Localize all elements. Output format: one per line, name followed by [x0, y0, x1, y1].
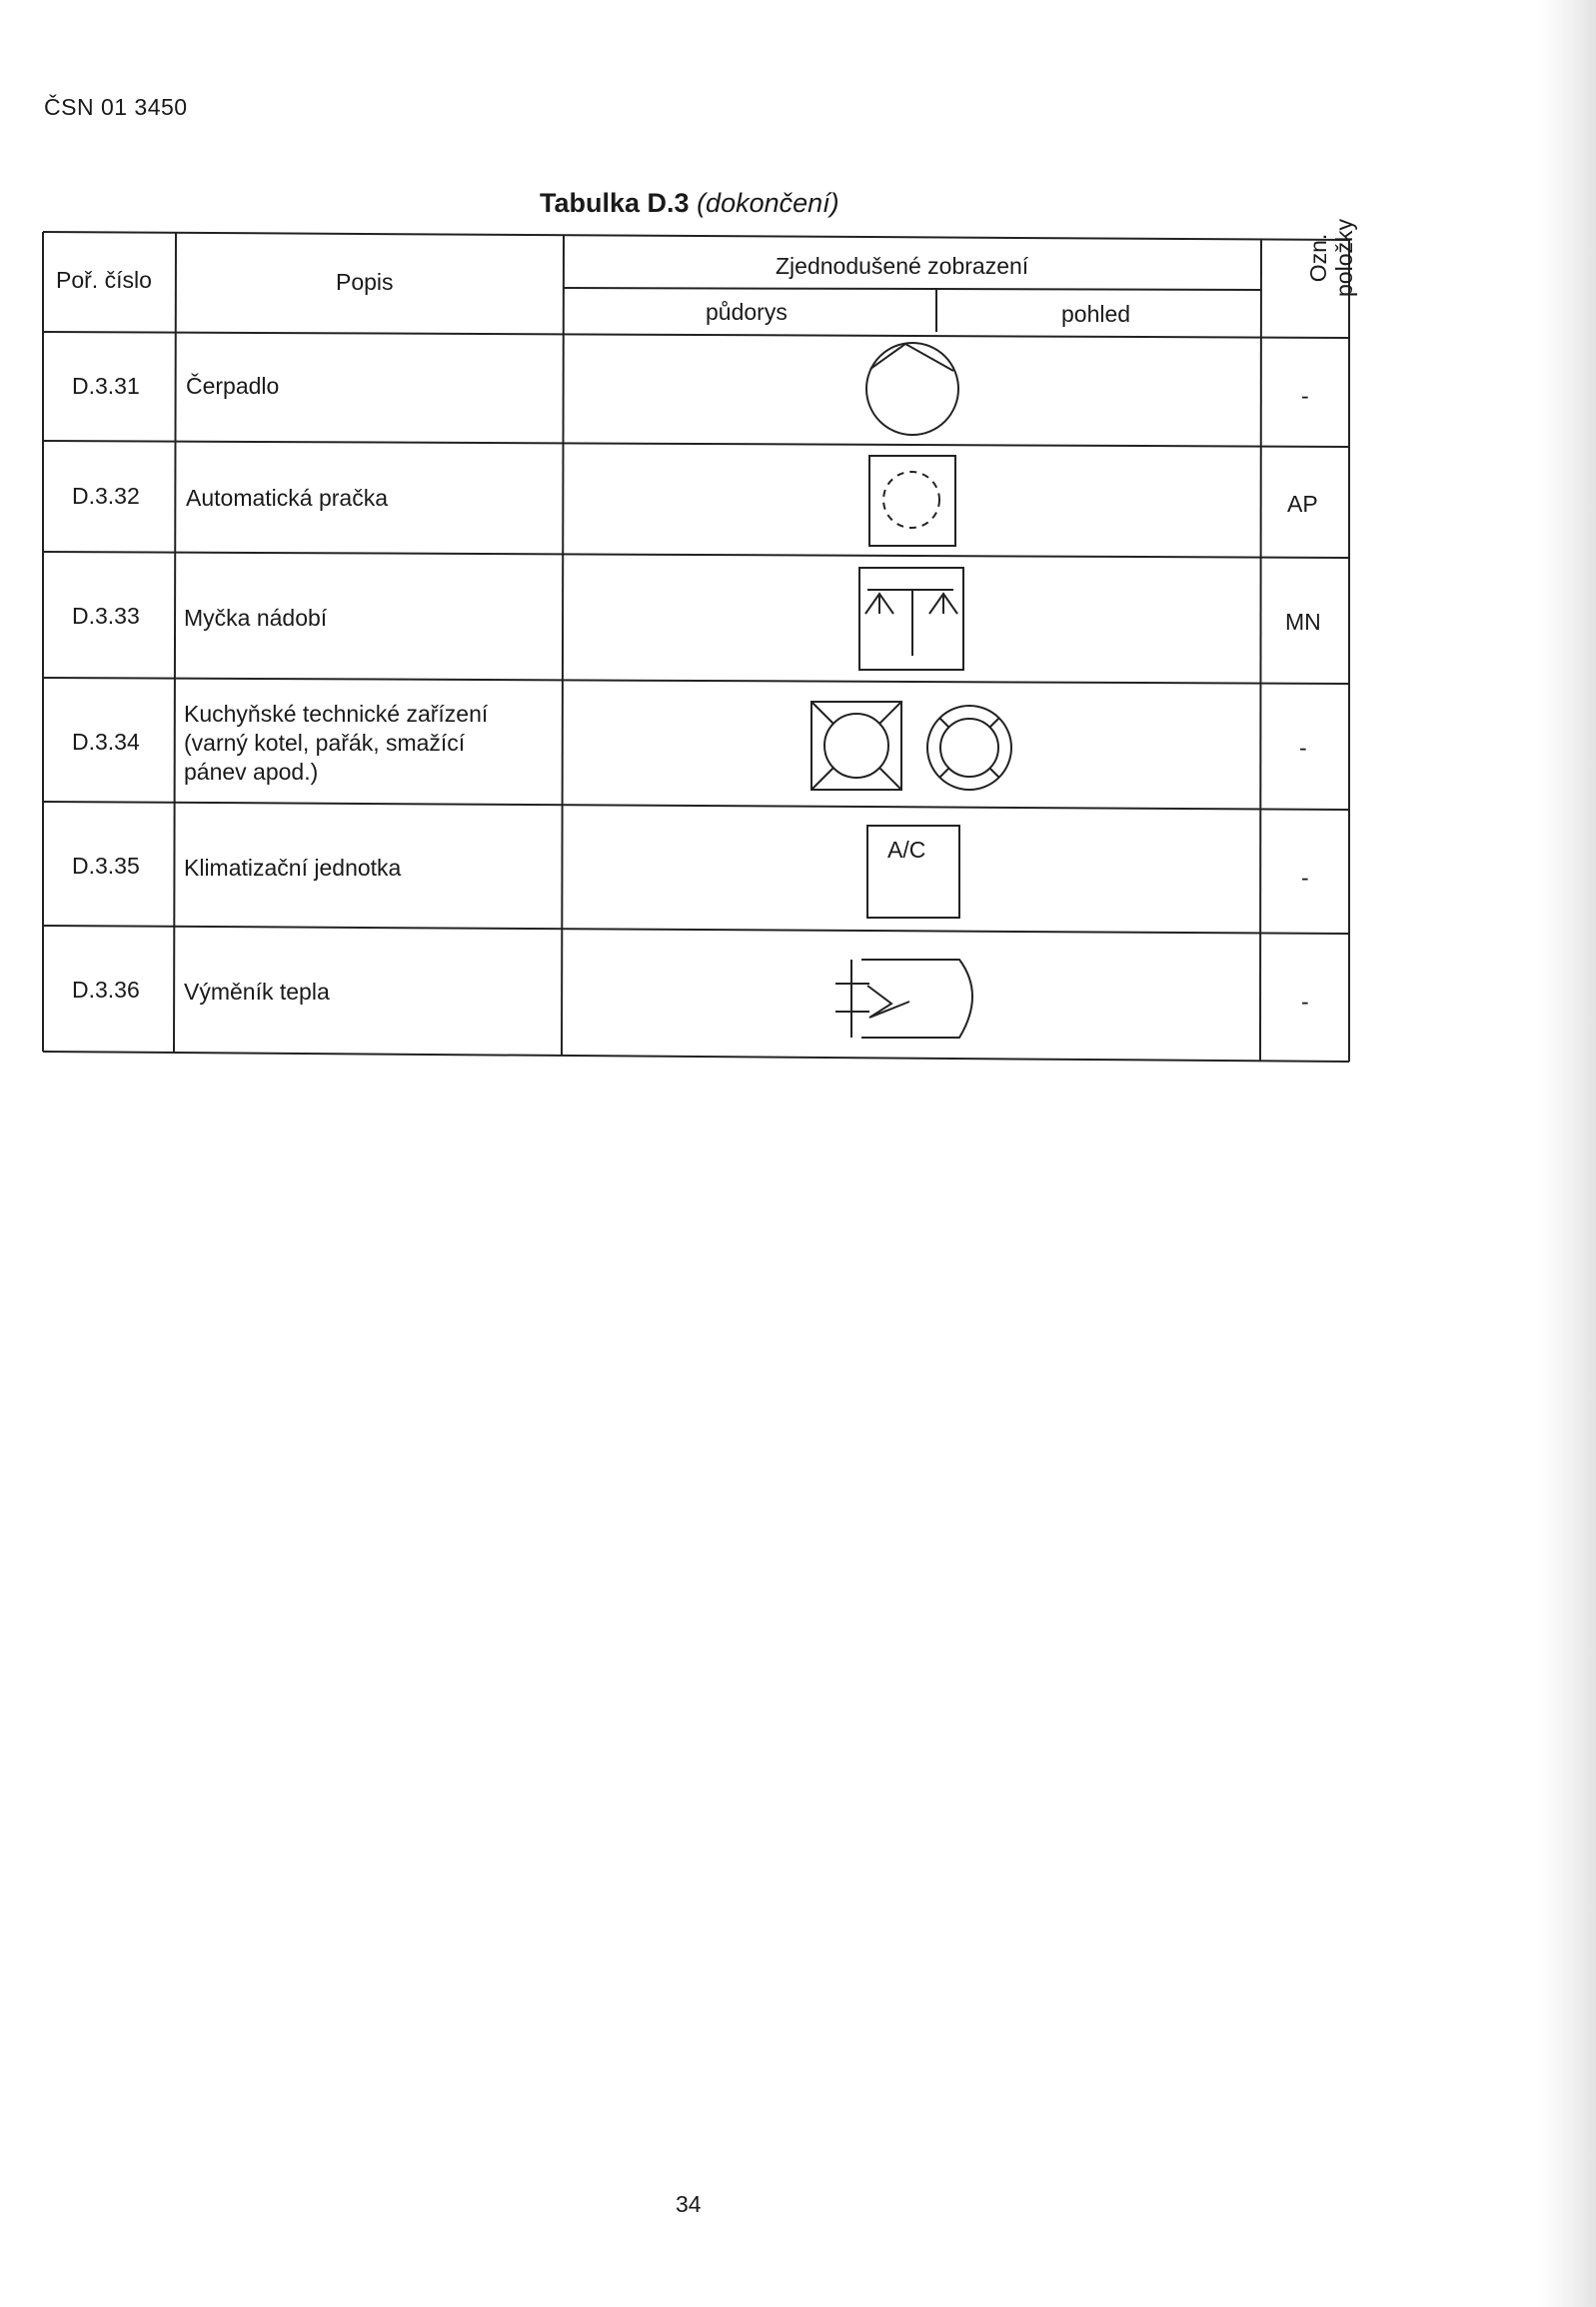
kitchen-equipment-symbol-icon: [811, 702, 1011, 790]
column-header-number: Poř. číslo: [56, 267, 152, 293]
dishwasher-symbol-icon: [859, 568, 963, 670]
column-header-plan: půdorys: [706, 299, 788, 325]
table-row-description: pánev apod.): [184, 759, 319, 785]
table-row-number: D.3.34: [72, 729, 140, 755]
table-row-number: D.3.32: [72, 483, 140, 509]
table-row-description: Výměník tepla: [184, 979, 330, 1005]
table-row-label: -: [1301, 383, 1309, 409]
table-row-description: Čerpadlo: [186, 373, 280, 399]
table-row-description: Klimatizační jednotka: [184, 855, 402, 881]
column-header-label-line2: položky: [1331, 219, 1357, 297]
table-row-number: D.3.36: [72, 977, 140, 1003]
table-row-number: D.3.31: [72, 373, 140, 399]
column-header-label-line1: Ozn.: [1305, 233, 1331, 283]
table-row-description: Automatická pračka: [186, 485, 388, 511]
table-row-description: Myčka nádobí: [184, 605, 328, 631]
heat-exchanger-symbol-icon: [835, 960, 972, 1038]
table-row-number: D.3.35: [72, 853, 140, 879]
table-row-label: MN: [1285, 609, 1321, 635]
table-title-main: Tabulka D.3: [540, 188, 690, 218]
pump-symbol-icon: [866, 343, 958, 435]
table-row-description: Kuchyňské technické zařízení: [184, 701, 489, 727]
table-row-description: (varný kotel, pařák, smažící: [184, 730, 466, 756]
standard-code: ČSN 01 3450: [44, 94, 188, 120]
table-row-label: -: [1301, 865, 1309, 891]
table-row-label: AP: [1287, 491, 1318, 517]
table-row-label: -: [1299, 735, 1307, 761]
air-conditioning-symbol-text: A/C: [887, 837, 926, 863]
column-header-label: [1305, 218, 1357, 298]
column-header-description: Popis: [336, 269, 394, 295]
table-row-label: -: [1301, 989, 1309, 1015]
table-title-sub: (dokončení): [697, 188, 839, 218]
washing-machine-symbol-icon: [869, 456, 955, 546]
page-number: 34: [676, 2191, 702, 2217]
table-row-number: D.3.33: [72, 603, 140, 629]
column-header-simplified: Zjednodušené zobrazení: [776, 253, 1029, 279]
column-header-view: pohled: [1061, 301, 1131, 327]
